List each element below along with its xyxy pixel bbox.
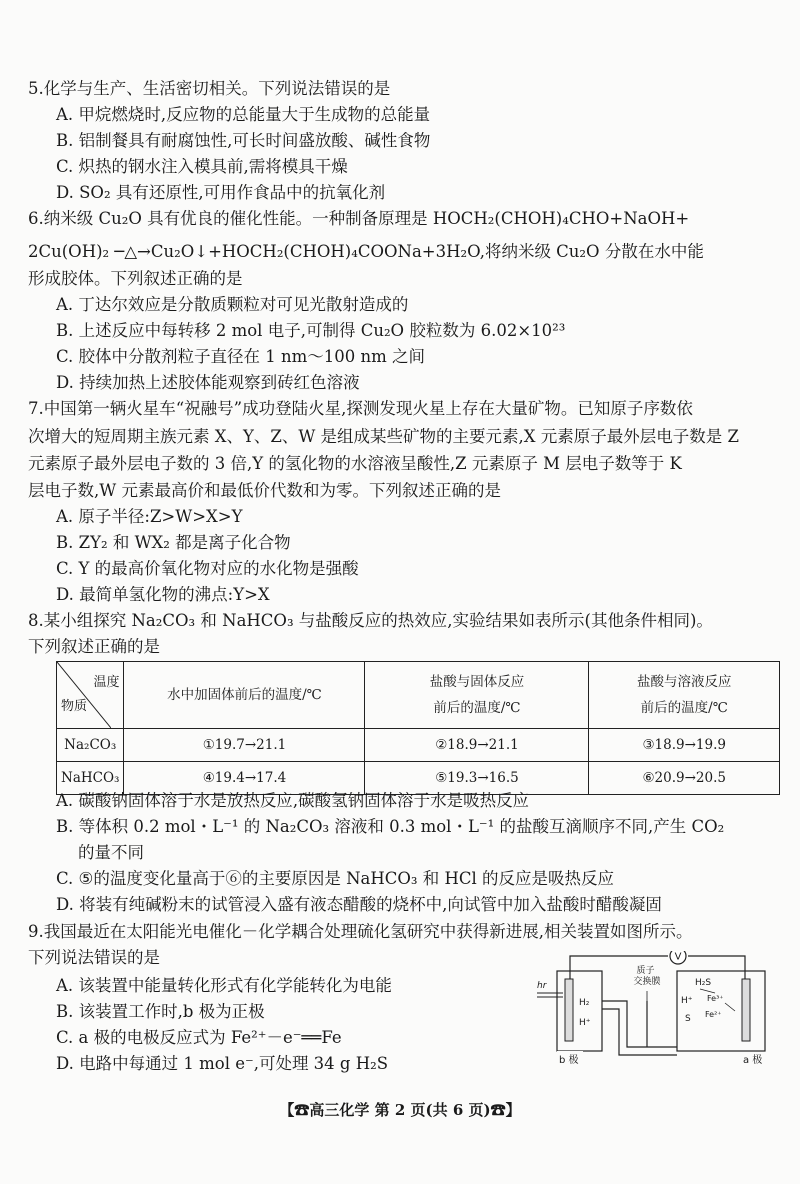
- q7-option-c: C. Y 的最高价氧化物对应的水化物是强酸: [56, 559, 359, 578]
- q9-option-a: A. 该装置中能量转化形式有化学能转化为电能: [56, 976, 392, 995]
- q8-data-table: [56, 661, 780, 795]
- table-cell: ⑥20.9→20.5: [589, 762, 780, 795]
- electrochemical-device-diagram: [535, 951, 780, 1068]
- q9-stem-line-2: 下列说法错误的是: [28, 948, 160, 967]
- table-header-cell: 盐酸与固体反应 前后的温度/℃: [365, 662, 589, 729]
- electrode-b: [565, 979, 573, 1041]
- connecting-tube: [602, 1009, 677, 1055]
- q5-option-c: C. 炽热的钢水注入模具前,需将模具干燥: [56, 157, 348, 176]
- q9-stem-line-1: 9.我国最近在太阳能光电催化－化学耦合处理硫化氢研究中获得新进展,相关装置如图所示。: [28, 922, 693, 941]
- q7-stem-line-2: 次增大的短周期主族元素 X、Y、Z、W 是组成某些矿物的主要元素,X 元素原子最外层电子数是 Z: [28, 427, 739, 446]
- table-cell-substance: Na₂CO₃: [57, 729, 124, 762]
- q7-stem-line-4: 层电子数,W 元素最高价和最低价代数和为零。下列叙述正确的是: [28, 481, 501, 500]
- q5-option-a: A. 甲烷燃烧时,反应物的总能量大于生成物的总能量: [56, 105, 431, 124]
- left-cell: [557, 971, 602, 1051]
- table-cell: ②18.9→21.1: [365, 729, 589, 762]
- table-cell: ③18.9→19.9: [589, 729, 780, 762]
- table-cell: ⑤19.3→16.5: [365, 762, 589, 795]
- page-footer: 【☎高三化学 第 2 页(共 6 页)☎】: [279, 1101, 521, 1119]
- q7-option-b: B. ZY₂ 和 WX₂ 都是离子化合物: [56, 533, 291, 552]
- q6-stem-line-1: 6.纳米级 Cu₂O 具有优良的催化性能。一种制备原理是 HOCH₂(CHOH)₄CHO+NaOH+: [28, 209, 690, 228]
- q8-option-b: B. 等体积 0.2 mol・L⁻¹ 的 Na₂CO₃ 溶液和 0.3 mol・L⁻¹ 的盐酸互滴顺序不同,产生 CO₂: [56, 817, 725, 836]
- table-cell: ①19.7→21.1: [124, 729, 365, 762]
- table-corner-cell: [57, 662, 124, 729]
- table-row: [57, 729, 780, 762]
- fe2-label: Fe²⁺: [705, 1010, 722, 1019]
- reaction-arrow-icon: [700, 989, 715, 993]
- q7-option-a: A. 原子半径:Z>W>X>Y: [56, 507, 243, 526]
- table-header-row: [57, 662, 780, 729]
- hplus-right-label: H⁺: [681, 996, 693, 1006]
- q6-option-b: B. 上述反应中每转移 2 mol 电子,可制得 Cu₂O 胶粒数为 6.02×10²³: [56, 321, 566, 340]
- q7-stem-line-1: 7.中国第一辆火星车“祝融号”成功登陆火星,探测发现火星上存在大量矿物。已知原子序数依: [28, 399, 693, 418]
- q6-option-a: A. 丁达尔效应是分散质颗粒对可见光散射造成的: [56, 295, 409, 314]
- q8-option-b-continued: 的量不同: [78, 843, 144, 862]
- electrode-a: [742, 979, 750, 1041]
- voltmeter-label: V: [674, 951, 682, 963]
- corner-label-substance: 物质: [61, 699, 88, 714]
- electrode-a-label: a 极: [743, 1055, 763, 1066]
- electrode-b-label: b 极: [559, 1055, 579, 1066]
- table-cell-substance: NaHCO₃: [57, 762, 124, 795]
- q8-option-a: A. 碳酸钠固体溶于水是放热反应,碳酸氢钠固体溶于水是吸热反应: [56, 791, 530, 810]
- hplus-left-label: H⁺: [579, 1018, 591, 1028]
- h2-label: H₂: [579, 998, 590, 1008]
- h2s-label: H₂S: [695, 978, 712, 988]
- q5-stem: 5.化学与生产、生活密切相关。下列说法错误的是: [28, 79, 391, 98]
- q8-stem-line-2: 下列叙述正确的是: [28, 637, 160, 656]
- membrane-label: [633, 964, 660, 987]
- q8-stem-line-1: 8.某小组探究 Na₂CO₃ 和 NaHCO₃ 与盐酸反应的热效应,实验结果如表所示(其他条件相同)。: [28, 611, 713, 630]
- reaction-arrow-icon: [725, 1003, 735, 1011]
- membrane-label-line-1: 质子: [636, 966, 655, 976]
- q9-option-c: C. a 极的电极反应式为 Fe²⁺－e⁻══Fe: [56, 1028, 342, 1047]
- connecting-tube: [602, 1001, 677, 1047]
- q8-option-c: C. ⑤的温度变化量高于⑥的主要原因是 NaHCO₃ 和 HCl 的反应是吸热反应: [56, 869, 615, 888]
- q7-stem-line-3: 元素原子最外层电子数的 3 倍,Y 的氢化物的水溶液呈酸性,Z 元素原子 M 层电子数等于 K: [28, 454, 682, 473]
- q5-option-b: B. 铝制餐具有耐腐蚀性,可长时间盛放酸、碱性食物: [56, 131, 431, 150]
- table-header-cell: 水中加固体前后的温度/℃: [124, 662, 365, 729]
- s-label: S: [685, 1014, 691, 1024]
- table-header-cell: 盐酸与溶液反应 前后的温度/℃: [589, 662, 780, 729]
- q6-option-c: C. 胶体中分散剂粒子直径在 1 nm～100 nm 之间: [56, 347, 426, 366]
- q7-option-d: D. 最简单氢化物的沸点:Y>X: [56, 585, 270, 604]
- q6-stem-line-3: 形成胶体。下列叙述正确的是: [28, 269, 243, 288]
- q9-option-d: D. 电路中每通过 1 mol e⁻,可处理 34 g H₂S: [56, 1054, 389, 1073]
- q6-stem-line-2: 2Cu(OH)₂ ─△→Cu₂O↓+HOCH₂(CHOH)₄COONa+3H₂O,将纳米级 Cu₂O 分散在水中能: [28, 242, 704, 261]
- q5-option-d: D. SO₂ 具有还原性,可用作食品中的抗氧化剂: [56, 183, 386, 202]
- q8-option-d: D. 将装有纯碱粉末的试管浸入盛有液态醋酸的烧杯中,向试管中加入盐酸时醋酸凝固: [56, 895, 662, 914]
- q9-option-b: B. 该装置工作时,b 极为正极: [56, 1002, 265, 1021]
- fe3-label: Fe³⁺: [707, 994, 724, 1003]
- membrane-label-line-2: 交换膜: [633, 977, 661, 987]
- table-cell: ④19.4→17.4: [124, 762, 365, 795]
- q6-option-d: D. 持续加热上述胶体能观察到砖红色溶液: [56, 373, 360, 392]
- light-label: hr: [537, 981, 547, 991]
- corner-label-temperature: 温度: [93, 675, 120, 690]
